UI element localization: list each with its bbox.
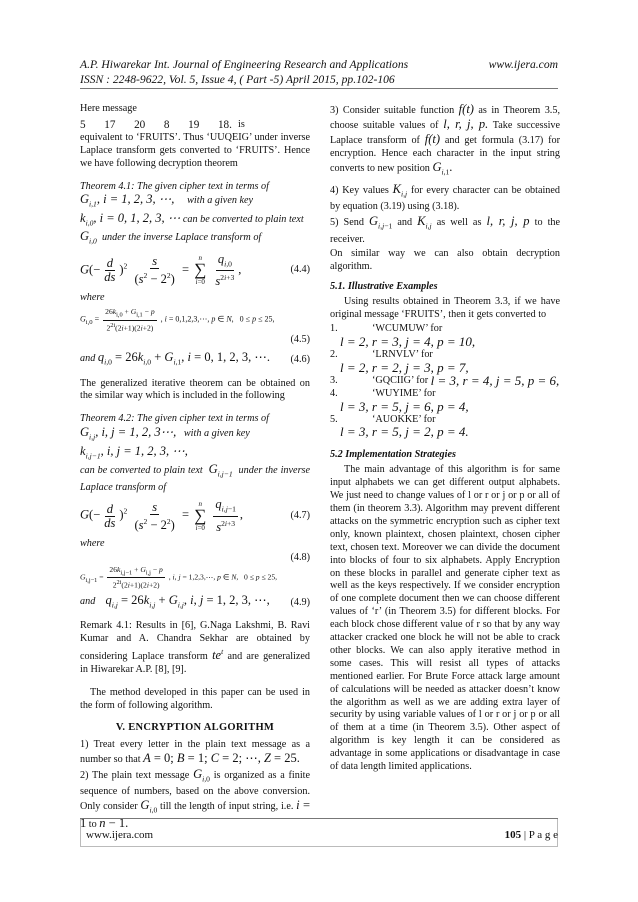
step-5: 5) Send $G_{i,j-1}$ and $K_{i,j}$ as well as l, r, j, p to the receiver. [330,214,561,245]
examples-intro: Using results obtained in Theorem 3.3, if we have original message ‘FRUITS’, then it gets converted to [330,296,560,321]
equation-4-4: G(− $\frac{d}{ds}$ )$^2$ $\frac{s}{(s^2 - 2^2)}$ = n ∑ i=0 $\frac{q_{i,0}}{s^{2i+3}}$ , (4.4) [80,251,310,289]
section-heading: V. ENCRYPTION ALGORITHM [115,721,275,733]
implementation-text: The main advantage of this algorithm is for same input alphabets we can get different output alphabets. We just need to change values of l or r or j or p or all of them (in theorem 3.3). Algorithm may prevent different attacks on the symmetric encryption such as cipher text only, known plaintext, chosen plaintext, chosen cipher text, chosen text. Moreover we can divide the document into blocks of four to six alphabets. Apply Encryption on these blocks in parallel and generate cipher text as well as the keys respectively. If we consider encryption of one complete document then we can choose different values of ‘r’ (in Theorem 3.5) for different blocks. For each block chose different value of r so that by any way attacker cracked one block he will not be able to crack other blocks. We can also apply iterative method in some cases. This will resist all types of attacks mentioned earlier. For Brute Force attack large amount of calculations will be needed as attacker doesn’t know the algorithm as well as we are adding extra layer of security by using variable values of l or r or j or p or all of them at a time (in Theorem 3.5). Other aspect of algorithm is key length it can be considered as advantage in some applications or disadvantage in case of data length limited applications. [330,464,560,773]
step-1: 1) Treat every letter in the plain text message as a number so that A = 0; B = 1; C = 2; ⋯, Z = 25. [80,738,310,765]
section-5-2: 5.2 Implementation Strategies [330,449,456,461]
example-values: l = 3, r = 5, j = 2, p = 4. [340,424,469,440]
list-item: 3. ‘GQCIIG’ for l = 3, r = 4, j = 5, p = 6, [330,372,560,388]
list-item: 5. ‘AUOKKE’ for [330,413,436,425]
left-column [80,103,310,833]
example-list [330,323,560,439]
header-rule [80,88,558,89]
intro-label: Here message [80,103,137,114]
equation-4-6: and $q_{i,0} = 26k_{i,0} + G_{i,1}$, i = 0, 1, 2, 3, ⋯. (4.6) [80,350,310,367]
footer-site-link[interactable]: www.ijera.com [86,829,154,841]
equation-4-7: G(− $\frac{d}{ds}$ )$^2$ $\frac{s}{(s^2 - 2^2)}$ = n ∑ i=0 $\frac{q_{i,j-1}}{s^{2i+3}}$ , (4.7) [80,497,310,535]
similar-text: On similar way we can also obtain decryption algorithm. [330,247,560,272]
example-values: l = 2, r = 3, j = 4, p = 10, [340,334,476,350]
math-G: $G_{i,1}$, i = 1, 2, 3, ⋯, [80,192,175,209]
journal-title: A.P. Hiwarekar Int. Journal of Engineering Research and Applications [80,58,409,71]
eq-number: (4.5) [290,334,310,346]
where-label: where [80,538,105,550]
example-values: l = 3, r = 5, j = 6, p = 4, [340,398,469,414]
eq-number: (4.4) [290,264,310,276]
eq-number: (4.6) [290,353,310,365]
where-label: where [80,292,105,304]
number: 18. [217,118,232,131]
number: 20 [134,118,146,131]
generalized-text: The generalized iterative theorem can be obtained on the similar way which is included in the following [80,377,310,402]
right-column [330,103,560,775]
step-4: 4) Key values $K_{i,j}$ for every character can be obtained by equation (3.19) using (3.18). [330,182,561,213]
theorem-4-2: Theorem 4.2: The given cipher text in terms of $G_{i,j}$, i, j = 1, 2, 3⋯, with a given key $k_{i,j-1}$, i, j = 1, 2, 3, ⋯, can be converted to plain text $G_{i,j-1}$ under the inverse Laplace transform of [80,413,311,493]
step-2: 2) The plain text message $G_{i,0}$ is organized as a finite sequence of numbers, based on the above conversion. Only consider $G_{i,0}$ till the length of input string, i.e. i = 1 to n − 1. [80,766,311,831]
issn-line: ISSN : 2248-9622, Vol. 5, Issue 4, ( Part -5) April 2015, pp.102-106 [80,73,395,86]
is-word: is [238,118,245,130]
example-values: l = 2, r = 2, j = 3, p = 7, [340,359,469,375]
method-text: The method developed in this paper can be used in the form of following algorithm. [80,687,310,712]
remark-4-1: Remark 4.1: Results in [6], G.Naga Lakshmi, B. Ravi Kumar and A. Chandra Sekhar are obtained by considering Laplace transform $te^t$ and are generalized in Hiwarekar A.P. [8], [9]. [80,620,311,676]
page-number: 105 | P a g e [504,829,558,841]
number: 19 [188,118,200,131]
theorem-4-1: Theorem 4.1: The given cipher text in terms of $G_{i,1}$, i = 1, 2, 3, ⋯, with a given key $k_{i,0}$, i = 0, 1, 2, 3, ⋯ can be converted to plain text $G_{i,0}$ under the inverse Laplace transform of [80,180,304,246]
eq-number: (4.9) [290,596,310,608]
list-item: 4. ‘WUYIME’ for [330,387,436,399]
number: 8 [163,118,170,131]
eq-number: (4.7) [290,509,310,521]
section-5-1: 5.1. Illustrative Examples [330,281,438,293]
intro-body: equivalent to ‘FRUITS’. Thus ‘UUQEIG’ under inverse Laplace transform gets converted to ‘FRUITS’. Hence we have following decryption theorem [80,131,310,169]
message-numbers-row [80,119,310,132]
math-k: $k_{i,0}$, i = 0, 1, 2, 3, ⋯ [80,210,181,228]
step-3: 3) Consider suitable function f(t) as in Theorem 3.5, choose suitable values of l, r, j, p. Take successive Laplace transform of f(t) and get formula (3.17) for encryption. Hence each character in the input string converts to new position $G_{i,1}$. [330,102,561,177]
equation-4-5-body: $G_{i,0}$ = $\frac{26k_{i,0} + G_{i,1} - p}{2^{2i}(2i+1)(2i+2)}$ , i = 0,1,2,3,⋯, p ∈ N, 0 ≤ p ≤ 25, [80,307,275,333]
eq-number: (4.8) [290,551,310,563]
message-numbers [80,119,232,132]
page-footer [86,829,558,841]
list-item: 1. ‘WCUMUW’ for [330,323,443,335]
journal-site[interactable]: www.ijera.com [488,58,558,71]
running-header [80,57,558,87]
equation-4-9: and $q_{i,j} = 26k_{i,j} + G_{i,j}$, i, j = 1, 2, 3, ⋯, (4.9) [80,592,310,610]
number: 17 [104,118,116,131]
list-item: 2. ‘LRNVLV’ for [330,349,433,360]
number: 5 [80,118,86,131]
equation-4-8-body: $G_{i,j-1}$ = $\frac{26k_{i,j-1} + G_{i,j} - p}{2^{2i}(2i+1)(2i+2)}$ , i, j = 1,2,3,⋯, p ∈ N, 0 ≤ p ≤ 25, [80,564,278,590]
math-G0: $G_{i,0}$ [80,229,97,246]
